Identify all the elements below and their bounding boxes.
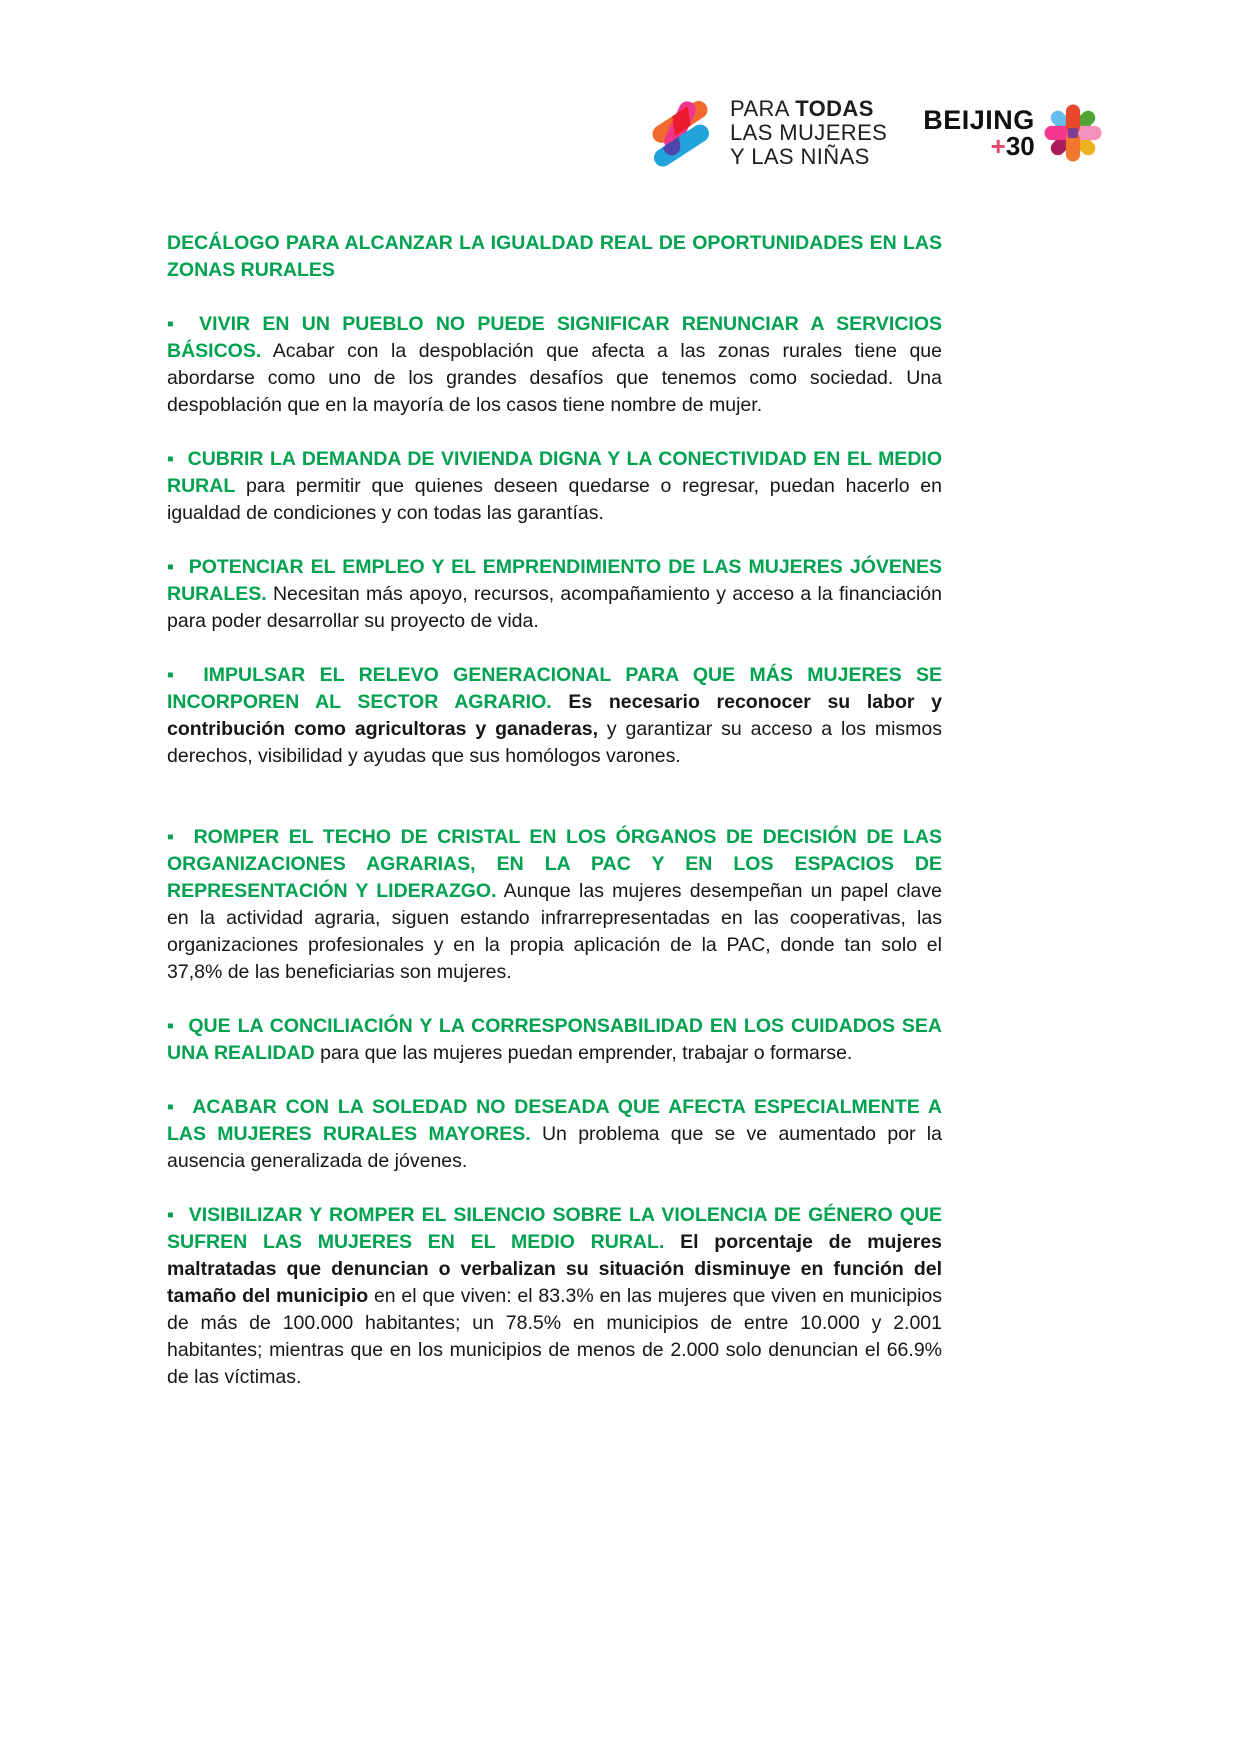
- paragraph-body-text: para permitir que quienes deseen quedarse o regresar, puedan hacerlo en igualdad de condiciones y con todas las garantías.: [167, 475, 942, 524]
- paragraph-heading: ACABAR CON LA SOLEDAD NO DESEADA QUE AFECTA ESPECIALMENTE A LAS MUJERES RURALES MAYORES.: [167, 1096, 942, 1145]
- decalogo-paragraph-visibilizar: [167, 1202, 942, 1391]
- para-todas-logo: [643, 92, 887, 174]
- bullet-square-icon: ▪: [167, 448, 176, 470]
- decalogo-paragraph-romper: [167, 824, 942, 986]
- paragraph-body-text: y garantizar su acceso a los mismos derechos, visibilidad y ayudas que sus homólogos varones.: [167, 718, 943, 767]
- beijing-number: 30: [1005, 131, 1035, 161]
- paragraph-heading: CUBRIR LA DEMANDA DE VIVIENDA DIGNA Y LA CONECTIVIDAD EN EL MEDIO RURAL: [167, 448, 942, 497]
- decalogo-paragraph-conciliacion: [167, 1013, 942, 1067]
- paragraph-heading: IMPULSAR EL RELEVO GENERACIONAL PARA QUE MÁS MUJERES SE INCORPOREN AL SECTOR AGRARIO.: [167, 664, 943, 713]
- beijing-plus30: [923, 131, 1035, 161]
- paragraph-body-text: Un problema que se ve aumentado por la ausencia generalizada de jóvenes.: [167, 1123, 942, 1172]
- paragraph-body-text: Necesitan más apoyo, recursos, acompañamiento y acceso a la financiación para poder desarrollar su proyecto de vida.: [167, 583, 942, 632]
- decalogo-paragraph-soledad: [167, 1094, 942, 1175]
- para-todas-logo-text: [730, 97, 887, 169]
- beijing-word: BEIJING: [923, 105, 1035, 135]
- logo-text-line1: PARA TODAS: [730, 96, 874, 121]
- bullet-square-icon: ▪: [167, 313, 181, 335]
- asterisk-logo-icon: [643, 92, 717, 174]
- logo-text-line2: LAS MUJERES: [730, 120, 888, 145]
- paragraph-bold-text: El porcentaje de mujeres maltratadas que denuncian o verbalizan su situación disminuye en función del tamaño del municipio: [167, 1231, 942, 1307]
- paragraph-heading: VIVIR EN UN PUEBLO NO PUEDE SIGNIFICAR RENUNCIAR A SERVICIOS BÁSICOS.: [167, 313, 942, 362]
- decalogo-paragraph-potenciar: [167, 554, 942, 635]
- beijing30-flower-icon: [1042, 102, 1104, 164]
- paragraph-heading: QUE LA CONCILIACIÓN Y LA CORRESPONSABILIDAD EN LOS CUIDADOS SEA UNA REALIDAD: [167, 1015, 942, 1064]
- beijing-plus-sign: +: [990, 131, 1006, 161]
- paragraph-heading: ROMPER EL TECHO DE CRISTAL EN LOS ÓRGANOS DE DECISIÓN DE LAS ORGANIZACIONES AGRARIAS, EN LA PAC Y EN LOS ESPACIOS DE REPRESENTACIÓN Y LIDERAZGO.: [167, 826, 942, 902]
- paragraph-body-text: en el que viven: el 83.3% en las mujeres que viven en municipios de más de 100.000 habitantes; un 78.5% en municipios de entre 10.000 y 2.001 habitantes; mientras que en los municipios de menos de 2.000 solo denuncian el 66.9% de las víctimas.: [167, 1285, 942, 1388]
- decalogo-paragraph-impulsar: [167, 662, 942, 770]
- paragraph-heading: VISIBILIZAR Y ROMPER EL SILENCIO SOBRE LA VIOLENCIA DE GÉNERO QUE SUFREN LAS MUJERES EN EL MEDIO RURAL.: [167, 1204, 942, 1253]
- decalogo-paragraph-vivir: [167, 311, 942, 419]
- bullet-square-icon: ▪: [167, 826, 179, 848]
- beijing30-logo: [923, 102, 1104, 164]
- paragraph-body-text: Acabar con la despoblación que afecta a las zonas rurales tiene que abordarse como uno de los grandes desafíos que tenemos como sociedad. Una despoblación que en la mayoría de los casos tiene nombre de mujer.: [167, 340, 942, 416]
- paragraph-heading: POTENCIAR EL EMPLEO Y EL EMPRENDIMIENTO DE LAS MUJERES JÓVENES RURALES.: [167, 556, 942, 605]
- decalogo-paragraph-cubrir: [167, 446, 942, 527]
- logo-text-line3: Y LAS NIÑAS: [730, 144, 870, 169]
- document-content: [167, 230, 942, 1418]
- paragraph-body-text: para que las mujeres puedan emprender, trabajar o formarse.: [314, 1042, 853, 1064]
- document-title: DECÁLOGO PARA ALCANZAR LA IGUALDAD REAL DE OPORTUNIDADES EN LAS ZONAS RURALES: [167, 232, 942, 281]
- paragraph-body-text: Aunque las mujeres desempeñan un papel clave en la actividad agraria, siguen estando infrarrepresentadas en las cooperativas, las organizaciones profesionales y en la propia aplicación de la PAC, donde tan solo el 37,8% de las beneficiarias son mujeres.: [167, 880, 942, 983]
- bullet-square-icon: ▪: [167, 556, 176, 578]
- beijing30-logo-text: [923, 107, 1035, 159]
- bullet-square-icon: ▪: [167, 1096, 178, 1118]
- bullet-square-icon: ▪: [167, 664, 183, 686]
- bullet-square-icon: ▪: [167, 1015, 176, 1037]
- bullet-square-icon: ▪: [167, 1204, 176, 1226]
- header-logos: [643, 92, 1104, 174]
- paragraph-bold-text: Es necesario reconocer su labor y contribución como agricultoras y ganaderas,: [167, 691, 943, 740]
